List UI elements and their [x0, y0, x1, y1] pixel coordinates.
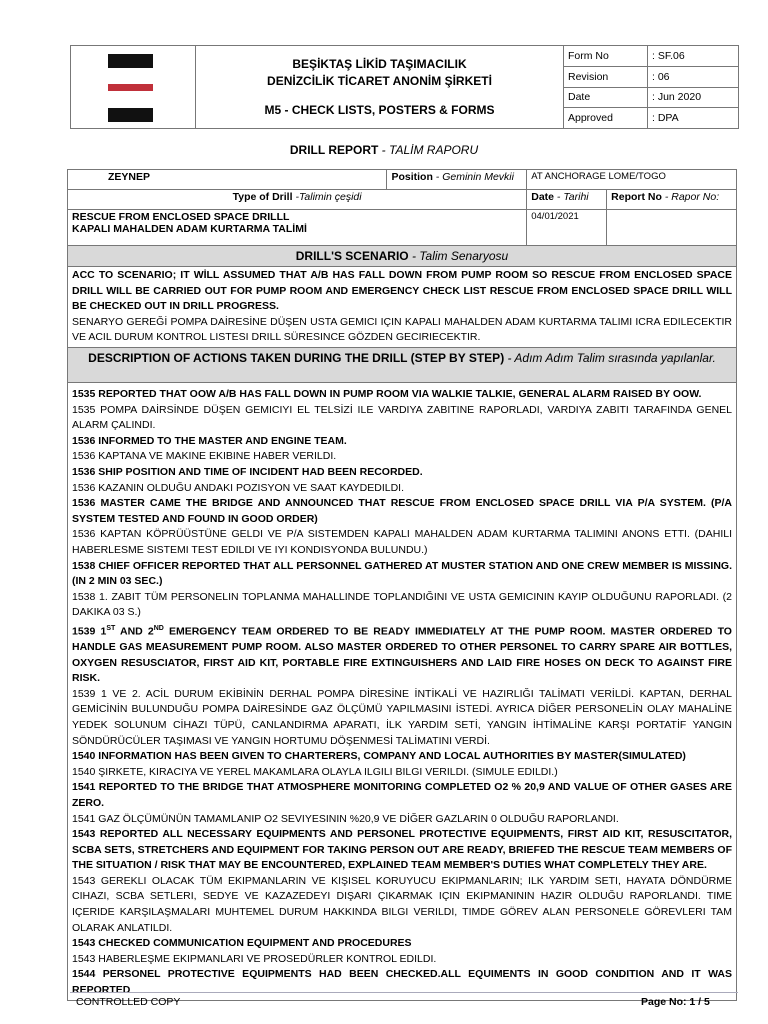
actions-heading-cell: [68, 347, 737, 382]
report-title: [0, 143, 768, 157]
scenario-heading: DRILL'S SCENARIO: [295, 249, 409, 263]
scenario-tr: SENARYO GEREĞİ POMPA DAİRESİNE DÜŞEN USTA GEMICI IÇIN KAPALI MAHALDEN ADAM KURTARMA TALIMI ICRA EDILECEKTIR VE ACIL DURUM KONTROL LISTESI DRILL SÜRESINCE GÖZDEN GECIRIECEKTIR.: [72, 315, 732, 344]
manual-title: M5 - CHECK LISTS, POSTERS & FORMS: [264, 102, 495, 117]
position-label-tr: - Geminin Mevkii: [435, 171, 514, 183]
flag-stripe: [108, 92, 153, 106]
action-step-en: 1536 MASTER CAME THE BRIDGE AND ANNOUNCED THAT RESCUE FROM ENCLOSED SPACE DRILL VIA P/A SYSTEM. (P/A SYSTEM TESTED AND FOUND IN GOOD ORDER): [72, 497, 732, 525]
drill-type-tr: KAPALI MAHALDEN ADAM KURTARMA TALİMİ: [72, 223, 307, 235]
report-title-en: DRILL REPORT: [289, 143, 379, 157]
meta-label: Revision: [564, 66, 648, 87]
footer-controlled-copy: CONTROLLED COPY: [76, 996, 181, 1008]
document-header: [70, 45, 739, 129]
actions-list: [72, 387, 732, 999]
meta-label: Date: [564, 87, 648, 108]
meta-value: : SF.06: [648, 46, 739, 67]
action-step-en: 1539 1ST AND 2ND EMERGENCY TEAM ORDERED TO BE READY IMMEDIATELY AT THE PUMP ROOM. MASTER ORDERED TO HANDLE GAS MEASUREMENT PUMP ROOM. ALSO MASTER ORDERED TO OTHER PERSONEL TO CARRY SPARE AIR BOTTLES, OXYGEN RESUSCIATOR, FIRST AID KIT, PORTABLE FIRE EXTINGUISHERS AND LAID FIRE HOSES ON DECK TO AGAINST FIRE RISK.: [72, 624, 732, 685]
drill-date: 04/01/2021: [527, 210, 607, 246]
meta-value: : Jun 2020: [648, 87, 739, 108]
report-no-label: Report No: [611, 191, 662, 203]
drill-type-en: RESCUE FROM ENCLOSED SPACE DRILLL: [72, 211, 290, 223]
superscript: ST: [106, 624, 116, 632]
date-label: Date: [531, 191, 554, 203]
date-label-tr: - Tarihi: [556, 191, 589, 203]
action-step-en: 1543 CHECKED COMMUNICATION EQUIPMENT AND PROCEDURES: [72, 937, 412, 950]
action-step-tr: 1539 1 VE 2. ACİL DURUM EKİBİNİN DERHAL POMPA DİRESİNE İNTİKALİ VE HAZIRLIĞI TALİMATI VERİLDİ. KAPTAN, DERHAL GEMİCİNİN BULUNDUĞU POMPA DAİRESİNDE GAZ ÖLÇÜMÜ YAPILMASINI İSTEDİ. AYRICA DİĞER PERSONELİN OLAY MAHALİNE YEDEK SOLUNUM CİHAZI TÜPÜ, CANLANDIRMA APARATI, İLK YARDIM SETİ, YANGIN İHTİMALİNE KARŞI PORTATİF YANGIN SÖNDÜRÜCÜLER TAŞIMASI VE YANGIN HORTUMU DÖŞENMESİ TALİMATINI VERDİ.: [72, 687, 732, 747]
action-step-en: 1544 PERSONEL PROTECTIVE EQUIPMENTS HAD BEEN CHECKED.ALL EQUIMENTS IN GOOD CONDITION AND IT WAS REPORTED: [72, 968, 732, 997]
drill-type-value-cell: [68, 210, 527, 246]
action-step-tr: 1536 KAZANIN OLDUĞU ANDAKI POZISYON VE SAAT KAYDEDILDI.: [72, 481, 405, 494]
report-no-value: [607, 210, 737, 246]
action-step-tr: 1538 1. ZABIT TÜM PERSONELIN TOPLANMA MAHALLINDE TOPLANDIĞINI VE USTA GEMICININ KAYIP OLDUĞUNU RAPORLADI. (2 DAKIKA 03 S.): [72, 590, 732, 619]
action-step-en: 1543 REPORTED ALL NECESSARY EQUIPMENTS AND PERSONEL PROTECTIVE EQUIPMENTS, FIRST AID KIT, RESUSCITATOR, SCBA SETS, STRETCHERS AND EQUIPMENT FOR TAKING PERSON OUT ARE READY, BRIEFED THE RESCUE TEAM MEMBERS OF THE SITUATION / RISK THAT MAY BE ENCOUNTERED, EXPLAINED TEAM MEMBER'S DUTIES WHAT COMPLETELY THEY ARE.: [72, 828, 732, 872]
vessel-name: ZEYNEP: [68, 170, 387, 190]
action-step-tr: 1543 GEREKLI OLACAK TÜM EKIPMANLARIN VE KIŞISEL KORUYUCU EKIPMANLARIN; ILK YARDIM SETI, HAYATA DÖNDÜRME CIHAZI, SCBA SETLERI, SEDYE VE KAZAZEDEYI DIŞARI ÇIKARMAK IÇIN EKIPMANININ HAZIR OLDUĞU RAPORLANDI. TIME IÇERIDE KARŞILAŞMALARI MUHTEMEL DURUM HAKKINDA BILGI VERILDI, TIMDE GÖREV ALAN PERSONELE GÖREVLERI TAM OLARAK ANLATILDI.: [72, 874, 732, 934]
flag-stripe: [108, 72, 153, 82]
scenario-text-cell: [68, 267, 737, 348]
action-step-tr: 1535 POMPA DAİRSİNDE DÜŞEN GEMICIYI EL TELSİZİ ILE VARDIYA ZABITINE RAPORLADI, VARDIYA ZABITI TARAFINDA GENEL ALARM ÇALINDI.: [72, 403, 732, 432]
flag-stripe: [108, 84, 153, 91]
drill-type-label-cell: [68, 190, 527, 210]
flag-stripe: [108, 108, 153, 122]
superscript: ND: [153, 624, 164, 632]
report-title-tr: - TALİM RAPORU: [381, 143, 479, 157]
company-name-line2: DENİZCİLİK TİCARET ANONİM ŞİRKETİ: [267, 73, 492, 88]
action-step-tr: 1541 GAZ ÖLÇÜMÜNÜN TAMAMLANIP O2 SEVIYESININ %20,9 VE DİĞER GAZLARIN 0 OLDUĞU RAPORLANDI.: [72, 812, 619, 825]
action-step-tr: 1536 KAPTANA VE MAKINE EKIBINE HABER VERILDI.: [72, 450, 337, 463]
report-no-label-tr: - Rapor No:: [664, 191, 720, 203]
scenario-heading-cell: [68, 246, 737, 267]
company-title-cell: [196, 46, 564, 129]
flag-stripe: [108, 54, 153, 68]
company-name-line1: BEŞİKTAŞ LİKİD TAŞIMACILIK: [292, 56, 467, 71]
meta-label: Approved: [564, 108, 648, 129]
drill-type-label: Type of Drill: [232, 191, 293, 203]
action-step-en: 1541 REPORTED TO THE BRIDGE THAT ATMOSPHERE MONITORING COMPLETED O2 % 20,9 AND VALUE OF OTHER GASES ARE ZERO.: [72, 781, 732, 809]
drill-type-label-tr: -Talimin çeşidi: [295, 191, 362, 203]
scenario-en: ACC TO SCENARIO; IT WİLL ASSUMED THAT A/B HAS FALL DOWN FROM PUMP ROOM SO RESCUE FROM ENCLOSED SPACE DRILL WILL BE CARRIED OUT FOR PUMP ROOM AND EMERGENCY CHECK LIST RESCUE FROM ENCLOSED SPACE DRILL WILL BE CHECKED OUT IN DRILL PROGRESS.: [72, 269, 732, 313]
scenario-heading-tr: - Talim Senaryosu: [411, 249, 509, 263]
meta-value: : DPA: [648, 108, 739, 129]
meta-label: Form No: [564, 46, 648, 67]
position-label-cell: [387, 170, 527, 190]
action-step-en: 1540 INFORMATION HAS BEEN GIVEN TO CHARTERERS, COMPANY AND LOCAL AUTHORITIES BY MASTER(SIMULATED): [72, 750, 686, 763]
actions-heading: DESCRIPTION OF ACTIONS TAKEN DURING THE DRILL (STEP BY STEP): [88, 350, 505, 365]
drill-report-form: [67, 169, 737, 1001]
actions-heading-tr: - Adım Adım Talim sırasında yapılanlar.: [507, 350, 716, 365]
action-step-en: 1536 SHIP POSITION AND TIME OF INCIDENT HAD BEEN RECORDED.: [72, 465, 423, 478]
actions-text-cell: [68, 382, 737, 1000]
action-step-en: 1538 CHIEF OFFICER REPORTED THAT ALL PERSONNEL GATHERED AT MUSTER STATION AND ONE CREW MEMBER IS MISSING. (IN 2 MIN 03 SEC.): [72, 559, 732, 588]
action-step-en: 1536 INFORMED TO THE MASTER AND ENGINE TEAM.: [72, 434, 347, 447]
action-step-tr: 1543 HABERLEŞME EKIPMANLARI VE PROSEDÜRLER KONTROL EDILDI.: [72, 952, 437, 965]
company-logo-cell: [71, 46, 196, 129]
position-label: Position: [391, 171, 433, 183]
footer-page-number: Page No: 1 / 5: [641, 996, 710, 1008]
action-step-tr: 1540 ŞIRKETE, KIRACIYA VE YEREL MAKAMLARA OLAYLA ILGILI BILGI VERILDI. (SIMULE EDILDI.): [72, 765, 558, 778]
position-value: AT ANCHORAGE LOME/TOGO: [527, 170, 737, 190]
date-label-cell: [527, 190, 607, 210]
meta-value: : 06: [648, 66, 739, 87]
report-no-label-cell: [607, 190, 737, 210]
action-step-en: 1535 REPORTED THAT OOW A/B HAS FALL DOWN IN PUMP ROOM VIA WALKIE TALKIE, GENERAL ALARM RAISED BY OOW.: [72, 387, 702, 400]
footer-divider: [70, 992, 738, 993]
action-step-tr: 1536 KAPTAN KÖPRÜÜSTÜNE GELDI VE P/A SISTEMDEN KAPALI MAHALDEN ADAM KURTARMA TALIMINI ANONS ETTI. (DAHILI HABERLESME SISTEMI TEST EDILDI VE IYI KONDISYONDA BULUNDU.): [72, 528, 732, 556]
